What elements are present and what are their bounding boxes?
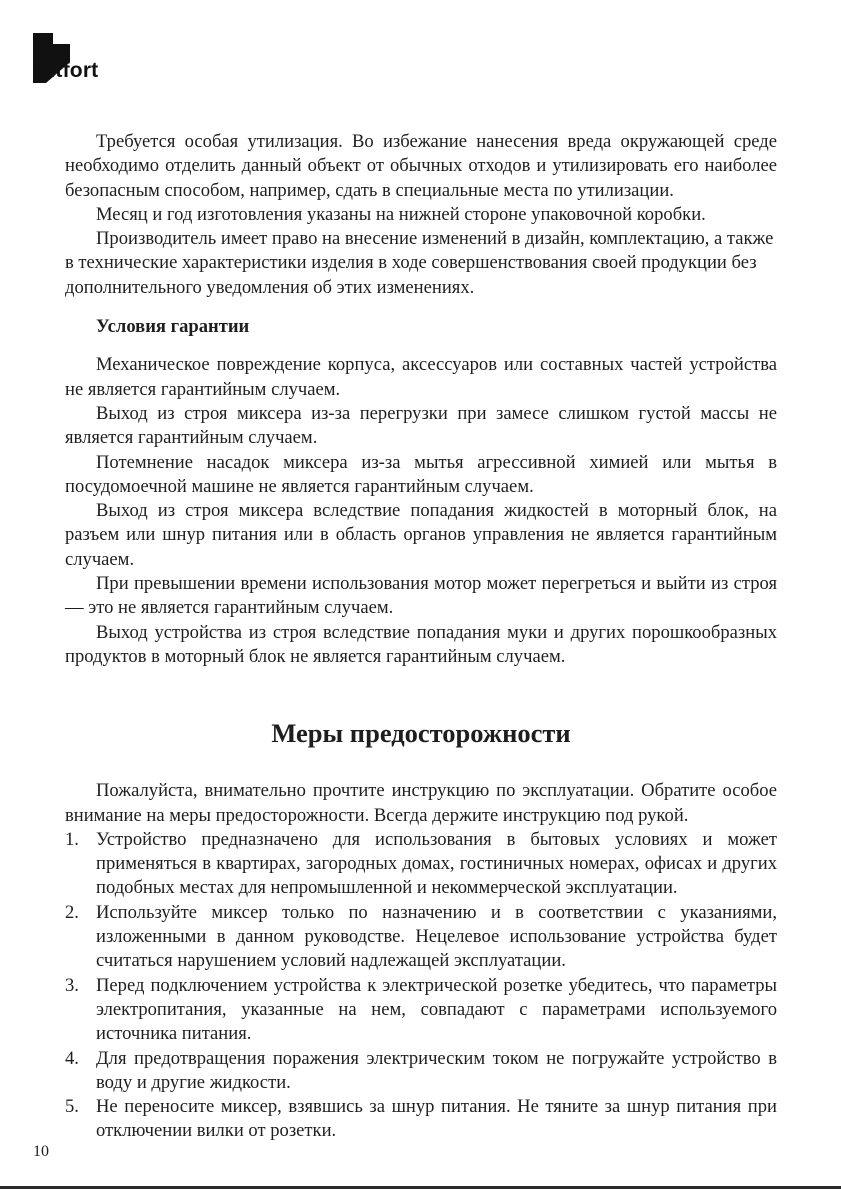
list-item: [65, 1047, 777, 1096]
warranty-paragraph: При превышении времени использования мотор может перегреться и выйти из строя — это не является гарантийным случаем.: [65, 573, 777, 619]
list-item-text: Перед подключением устройства к электрической розетке убедитесь, что параметры электропитания, указанные на нем, совпадают с параметрами используемого источника питания.: [96, 974, 777, 1045]
intro-section: [65, 130, 777, 300]
warranty-heading: Условия гарантии: [96, 316, 250, 338]
list-item-text: Устройство предназначено для использования в бытовых условиях и может применяться в квартирах, загородных домах, гостиничных номерах, офисах и других подобных местах для непромышленной и некоммерческой эксплуатации.: [96, 828, 777, 899]
list-item: [65, 1095, 777, 1144]
warranty-paragraph: Выход из строя миксера из-за перегрузки при замесе слишком густой массы не является гарантийным случаем.: [65, 402, 777, 449]
precautions-intro: Пожалуйста, внимательно прочтите инструкцию по эксплуатации. Обратите особое внимание на меры предосторожности. Всегда держите инструкцию под рукой.: [65, 780, 777, 826]
list-item-number: 1.: [65, 828, 79, 850]
list-item-text: Не переносите миксер, взявшись за шнур питания. Не тяните за шнур питания при отключении вилки от розетки.: [96, 1096, 777, 1142]
list-item: [65, 901, 777, 974]
brand-name: Kitfort: [34, 59, 99, 82]
precautions-list: [65, 828, 777, 1144]
warranty-paragraph: Выход из строя миксера вследствие попадания жидкостей в моторный блок, на разъем или шнур питания или в область органов управления не является гарантийным случаем.: [65, 500, 777, 570]
precautions-section: [65, 717, 777, 1143]
list-item-number: 3.: [65, 974, 79, 996]
warranty-paragraph: Потемнение насадок миксера из-за мытья агрессивной химией или мытья в посудомоечной машине не является гарантийным случаем.: [65, 451, 777, 497]
page-content: [65, 130, 777, 1144]
intro-paragraph: Требуется особая утилизация. Во избежание нанесения вреда окружающей среде необходимо отделить данный объект от обычных отходов и утилизировать его наиболее безопасным способом, например, сдать в специальные места по утилизации.: [65, 131, 777, 201]
list-item-number: 4.: [65, 1047, 79, 1069]
warranty-section: [65, 315, 777, 669]
precautions-title: Меры предосторожности: [271, 718, 571, 749]
list-item-number: 2.: [65, 901, 79, 923]
intro-paragraph: Месяц и год изготовления указаны на нижней стороне упаковочной коробки.: [96, 203, 706, 225]
list-item: [65, 828, 777, 901]
list-item: [65, 974, 777, 1047]
intro-paragraph: Производитель имеет право на внесение изменений в дизайн, комплектацию, а также в технические характеристики изделия в ходе совершенствования своей продукции без дополнительного уведомления об этих изменениях.: [65, 228, 774, 298]
list-item-text: Для предотвращения поражения электрическим током не погружайте устройство в воду и другие жидкости.: [96, 1047, 777, 1093]
warranty-paragraph: Механическое повреждение корпуса, аксессуаров или составных частей устройства не является гарантийным случаем.: [65, 354, 777, 400]
list-item-text: Используйте миксер только по назначению и в соответствии с указаниями, изложенными в данном руководстве. Нецелевое использование устройства будет считаться нарушением условий надлежащей эксплуатации.: [96, 901, 777, 972]
list-item-number: 5.: [65, 1096, 79, 1118]
page-number: 10: [33, 1143, 49, 1160]
warranty-paragraph: Выход устройства из строя вследствие попадания муки и других порошкообразных продуктов в моторный блок не является гарантийным случаем.: [65, 621, 777, 667]
